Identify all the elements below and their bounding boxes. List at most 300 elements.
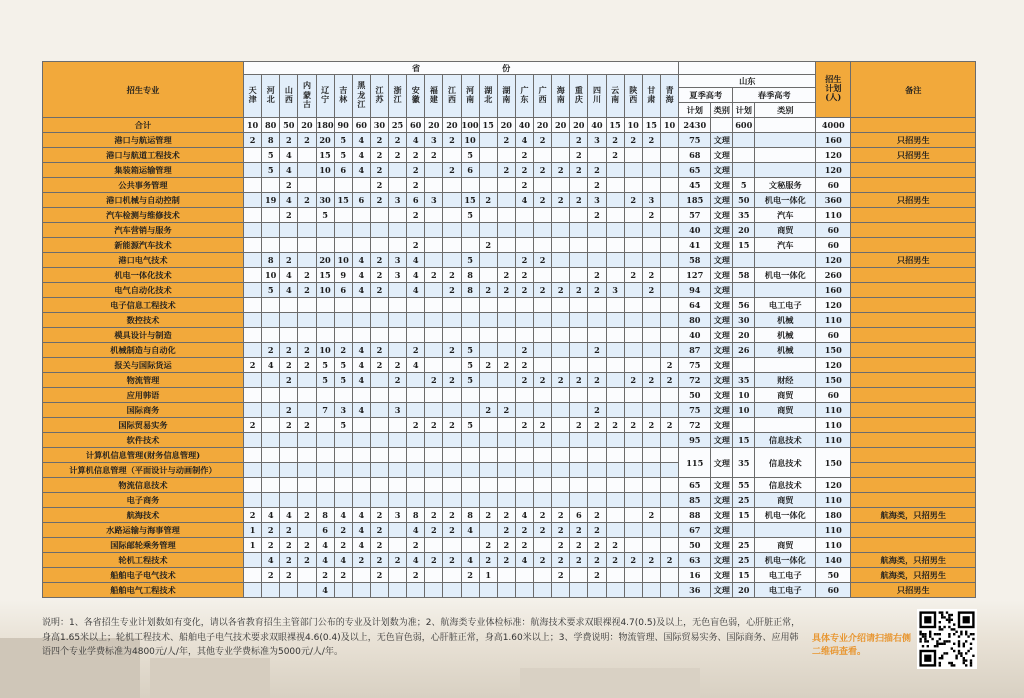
summer-category: 文理 xyxy=(711,253,733,268)
province-count: 2 xyxy=(461,568,479,583)
province-count: 4 xyxy=(280,193,298,208)
province-count: 2 xyxy=(660,553,678,568)
province-count xyxy=(334,478,352,493)
province-count xyxy=(552,388,570,403)
province-count: 2 xyxy=(280,178,298,193)
major-name: 计算机信息管理(财务信息管理) xyxy=(43,448,244,463)
province-count xyxy=(443,313,461,328)
province-count xyxy=(389,298,407,313)
province-count xyxy=(389,523,407,538)
summer-plan: 36 xyxy=(679,583,711,598)
province-count xyxy=(370,418,388,433)
province-count: 4 xyxy=(461,553,479,568)
province-count xyxy=(334,433,352,448)
province-count: 2 xyxy=(588,553,606,568)
province-count xyxy=(624,403,642,418)
province-count xyxy=(479,493,497,508)
province-count xyxy=(461,493,479,508)
province-count xyxy=(606,178,624,193)
province-count xyxy=(370,298,388,313)
province-count: 40 xyxy=(515,118,533,133)
province-count: 3 xyxy=(389,268,407,283)
province-count xyxy=(534,178,552,193)
province-count: 2 xyxy=(370,193,388,208)
major-name: 水路运输与海事管理 xyxy=(43,523,244,538)
province-count xyxy=(552,478,570,493)
province-count xyxy=(479,298,497,313)
summer-plan: 87 xyxy=(679,343,711,358)
province-count xyxy=(244,298,262,313)
province-count xyxy=(370,448,388,463)
province-count: 2 xyxy=(534,373,552,388)
province-count xyxy=(479,178,497,193)
table-row xyxy=(43,253,976,268)
major-name: 船舶电气工程技术 xyxy=(43,583,244,598)
total-plan: 110 xyxy=(816,208,851,223)
province-count xyxy=(298,298,316,313)
province-count xyxy=(497,223,515,238)
province-count: 2 xyxy=(552,373,570,388)
table-row xyxy=(43,208,976,223)
province-count xyxy=(624,163,642,178)
province-count xyxy=(352,328,370,343)
province-count xyxy=(407,583,425,598)
province-count xyxy=(588,238,606,253)
province-count: 8 xyxy=(461,283,479,298)
province-count xyxy=(425,313,443,328)
province-count xyxy=(298,433,316,448)
province-count xyxy=(370,388,388,403)
province-count xyxy=(280,583,298,598)
province-count xyxy=(606,523,624,538)
summer-category: 文理 xyxy=(711,568,733,583)
province-count xyxy=(606,238,624,253)
province-count: 4 xyxy=(352,538,370,553)
table-row xyxy=(43,373,976,388)
province-count: 3 xyxy=(642,193,660,208)
spring-plan-header: 计划 xyxy=(733,103,755,118)
province-count xyxy=(370,463,388,478)
province-count: 2 xyxy=(298,268,316,283)
province-count: 4 xyxy=(262,553,280,568)
summer-plan: 127 xyxy=(679,268,711,283)
province-count xyxy=(660,388,678,403)
major-name: 轮机工程技术 xyxy=(43,553,244,568)
province-count: 2 xyxy=(606,553,624,568)
province-count xyxy=(370,223,388,238)
spring-plan: 10 xyxy=(733,403,755,418)
province-count xyxy=(497,373,515,388)
province-count xyxy=(660,193,678,208)
province-count xyxy=(298,163,316,178)
remark: 航海类，只招男生 xyxy=(851,568,976,583)
total-plan: 110 xyxy=(816,493,851,508)
province-count: 2 xyxy=(552,163,570,178)
summer-category: 文理 xyxy=(711,223,733,238)
province-count: 2 xyxy=(660,358,678,373)
table-row xyxy=(43,283,976,298)
total-plan: 120 xyxy=(816,478,851,493)
province-count xyxy=(497,193,515,208)
summer-category: 文理 xyxy=(711,553,733,568)
province-count: 2 xyxy=(497,508,515,523)
province-count xyxy=(552,268,570,283)
province-count: 2 xyxy=(316,568,334,583)
province-count xyxy=(334,313,352,328)
province-count xyxy=(552,238,570,253)
spring-plan: 58 xyxy=(733,268,755,283)
qr-code-image[interactable] xyxy=(917,609,977,669)
province-count xyxy=(660,508,678,523)
province-count xyxy=(280,478,298,493)
province-count xyxy=(334,208,352,223)
province-count xyxy=(606,193,624,208)
province-count xyxy=(497,148,515,163)
province-count: 5 xyxy=(461,343,479,358)
province-count xyxy=(588,298,606,313)
spring-plan: 25 xyxy=(733,493,755,508)
province-count xyxy=(570,583,588,598)
summer-plan: 88 xyxy=(679,508,711,523)
province-count: 10 xyxy=(461,133,479,148)
summer-category: 文理 xyxy=(711,133,733,148)
table-row-total xyxy=(43,118,976,133)
province-count xyxy=(244,193,262,208)
province-count xyxy=(389,328,407,343)
province-count: 2 xyxy=(606,418,624,433)
province-count: 2 xyxy=(606,148,624,163)
province-count xyxy=(588,358,606,373)
province-count: 9 xyxy=(334,268,352,283)
table-row xyxy=(43,148,976,163)
province-count xyxy=(262,478,280,493)
remark xyxy=(851,493,976,508)
province-count xyxy=(298,313,316,328)
province-count: 15 xyxy=(461,193,479,208)
province-count xyxy=(660,403,678,418)
province-count: 2 xyxy=(298,358,316,373)
province-count xyxy=(443,328,461,343)
province-count xyxy=(515,313,533,328)
total-plan: 60 xyxy=(816,238,851,253)
province-count xyxy=(660,223,678,238)
summer-plan: 65 xyxy=(679,163,711,178)
province-count: 5 xyxy=(334,358,352,373)
province-count: 2 xyxy=(262,538,280,553)
remark-header: 备注 xyxy=(851,62,976,118)
spring-category: 财经 xyxy=(755,373,816,388)
spring-category: 机电一体化 xyxy=(755,193,816,208)
province-count xyxy=(262,298,280,313)
province-count xyxy=(606,223,624,238)
remark: 只招男生 xyxy=(851,253,976,268)
province-count: 5 xyxy=(334,133,352,148)
spring-plan: 25 xyxy=(733,553,755,568)
province-count: 2 xyxy=(660,418,678,433)
province-count xyxy=(588,313,606,328)
province-count xyxy=(588,478,606,493)
province-count xyxy=(642,298,660,313)
total-plan: 120 xyxy=(816,148,851,163)
province-count xyxy=(570,328,588,343)
province-count xyxy=(244,208,262,223)
province-count xyxy=(389,538,407,553)
province-count: 90 xyxy=(334,118,352,133)
province-count: 2 xyxy=(642,418,660,433)
province-count xyxy=(389,178,407,193)
province-count: 5 xyxy=(262,148,280,163)
table-row xyxy=(43,193,976,208)
province-count: 2 xyxy=(642,283,660,298)
province-count xyxy=(352,463,370,478)
province-count: 2 xyxy=(370,538,388,553)
province-count xyxy=(534,223,552,238)
table-row xyxy=(43,433,976,448)
province-count: 2 xyxy=(515,253,533,268)
province-count xyxy=(624,178,642,193)
major-name: 合计 xyxy=(43,118,244,133)
province-count xyxy=(407,478,425,493)
province-header-15: 广 东 xyxy=(515,75,533,118)
province-count xyxy=(425,298,443,313)
province-count xyxy=(570,268,588,283)
province-count: 4 xyxy=(515,553,533,568)
spring-plan xyxy=(733,418,755,433)
province-count xyxy=(624,328,642,343)
province-count: 3 xyxy=(588,133,606,148)
province-count xyxy=(244,388,262,403)
spring-plan: 20 xyxy=(733,223,755,238)
province-count xyxy=(370,403,388,418)
province-count xyxy=(407,448,425,463)
province-count: 2 xyxy=(298,283,316,298)
province-count: 4 xyxy=(352,508,370,523)
province-count xyxy=(334,493,352,508)
summer-category: 文理 xyxy=(711,178,733,193)
province-count: 6 xyxy=(334,163,352,178)
province-count xyxy=(443,583,461,598)
province-count xyxy=(461,403,479,418)
province-count xyxy=(352,388,370,403)
province-count xyxy=(389,568,407,583)
total-plan: 120 xyxy=(816,358,851,373)
province-count: 2 xyxy=(425,508,443,523)
province-count xyxy=(552,583,570,598)
province-count xyxy=(515,403,533,418)
province-count: 2 xyxy=(389,358,407,373)
province-count: 4 xyxy=(407,253,425,268)
summer-category: 文理 xyxy=(711,358,733,373)
province-count: 8 xyxy=(262,133,280,148)
province-count: 60 xyxy=(352,118,370,133)
province-count xyxy=(642,463,660,478)
province-count: 2 xyxy=(370,253,388,268)
province-count xyxy=(461,178,479,193)
province-count: 2 xyxy=(624,268,642,283)
province-count xyxy=(624,148,642,163)
total-plan: 120 xyxy=(816,298,851,313)
province-count: 10 xyxy=(660,118,678,133)
province-count xyxy=(389,208,407,223)
province-count xyxy=(352,478,370,493)
remark xyxy=(851,328,976,343)
table-row xyxy=(43,223,976,238)
province-count: 2 xyxy=(389,553,407,568)
province-count: 4 xyxy=(262,358,280,373)
province-count xyxy=(262,493,280,508)
province-count: 20 xyxy=(316,133,334,148)
province-count: 2 xyxy=(479,538,497,553)
province-count xyxy=(389,583,407,598)
province-count xyxy=(552,463,570,478)
total-plan: 110 xyxy=(816,433,851,448)
province-count: 20 xyxy=(552,118,570,133)
province-count: 2 xyxy=(497,268,515,283)
province-count: 2 xyxy=(552,553,570,568)
table-row xyxy=(43,133,976,148)
province-header-4: 辽 宁 xyxy=(316,75,334,118)
total-plan: 140 xyxy=(816,553,851,568)
province-count xyxy=(389,478,407,493)
province-count xyxy=(642,538,660,553)
province-count xyxy=(660,268,678,283)
province-count: 2 xyxy=(642,268,660,283)
province-count xyxy=(244,223,262,238)
province-count xyxy=(660,538,678,553)
province-count xyxy=(570,238,588,253)
province-count: 2 xyxy=(280,133,298,148)
province-count xyxy=(497,583,515,598)
spring-plan: 35 xyxy=(733,448,755,478)
summer-category: 文理 xyxy=(711,388,733,403)
major-name: 机械制造与自动化 xyxy=(43,343,244,358)
spring-plan: 15 xyxy=(733,433,755,448)
province-count xyxy=(588,583,606,598)
province-header-16: 广 西 xyxy=(534,75,552,118)
province-count xyxy=(425,403,443,418)
province-count xyxy=(642,313,660,328)
total-plan: 110 xyxy=(816,403,851,418)
province-count xyxy=(552,298,570,313)
province-count: 4 xyxy=(352,373,370,388)
province-count: 2 xyxy=(515,358,533,373)
province-count: 8 xyxy=(407,508,425,523)
province-count: 4 xyxy=(352,148,370,163)
qr-code-caption: 具体专业介绍请扫描右侧二维码查看。 xyxy=(812,634,912,657)
province-count: 2 xyxy=(515,523,533,538)
province-count: 8 xyxy=(262,253,280,268)
summer-plan: 64 xyxy=(679,298,711,313)
province-count xyxy=(298,178,316,193)
province-count xyxy=(389,388,407,403)
province-count xyxy=(316,493,334,508)
province-count: 2 xyxy=(407,568,425,583)
province-count: 2 xyxy=(407,238,425,253)
province-count xyxy=(660,148,678,163)
spring-category: 电工电子 xyxy=(755,298,816,313)
province-count xyxy=(497,448,515,463)
province-header: 省 份 xyxy=(244,62,679,75)
province-count xyxy=(407,313,425,328)
province-count: 2 xyxy=(280,538,298,553)
total-plan: 50 xyxy=(816,568,851,583)
summer-category: 文理 xyxy=(711,508,733,523)
province-count xyxy=(606,268,624,283)
summer-category: 文理 xyxy=(711,238,733,253)
province-count xyxy=(389,313,407,328)
major-name: 公共事务管理 xyxy=(43,178,244,193)
summer-category: 文理 xyxy=(711,343,733,358)
province-count: 4 xyxy=(334,508,352,523)
summer-plan: 75 xyxy=(679,133,711,148)
province-count xyxy=(606,403,624,418)
province-count xyxy=(624,478,642,493)
spring-plan: 35 xyxy=(733,208,755,223)
province-count xyxy=(352,298,370,313)
province-count: 2 xyxy=(407,178,425,193)
province-count xyxy=(624,583,642,598)
major-name: 国际贸易实务 xyxy=(43,418,244,433)
province-count xyxy=(443,538,461,553)
province-header-2: 山 西 xyxy=(280,75,298,118)
spring-category: 信息技术 xyxy=(755,478,816,493)
province-count: 2 xyxy=(370,568,388,583)
spring-category: 商贸 xyxy=(755,538,816,553)
province-count: 20 xyxy=(570,118,588,133)
province-count xyxy=(461,313,479,328)
summer-plan: 72 xyxy=(679,373,711,388)
province-count: 2 xyxy=(443,508,461,523)
province-count: 2 xyxy=(425,268,443,283)
major-name: 软件技术 xyxy=(43,433,244,448)
province-header-12: 河 南 xyxy=(461,75,479,118)
major-name: 报关与国际货运 xyxy=(43,358,244,373)
province-count xyxy=(352,223,370,238)
province-count: 2 xyxy=(443,133,461,148)
province-count xyxy=(534,403,552,418)
remark xyxy=(851,418,976,433)
province-count: 2 xyxy=(497,553,515,568)
province-header-11: 江 西 xyxy=(443,75,461,118)
province-count: 2 xyxy=(534,508,552,523)
major-name: 国际邮轮乘务管理 xyxy=(43,538,244,553)
province-count: 2 xyxy=(624,373,642,388)
province-count xyxy=(370,208,388,223)
province-count xyxy=(298,373,316,388)
province-count xyxy=(624,298,642,313)
province-count xyxy=(244,463,262,478)
province-count: 5 xyxy=(316,208,334,223)
province-count xyxy=(262,433,280,448)
spring-category: 商贸 xyxy=(755,223,816,238)
province-count xyxy=(497,253,515,268)
province-count xyxy=(244,148,262,163)
major-name: 港口机械与自动控制 xyxy=(43,193,244,208)
province-count xyxy=(334,298,352,313)
province-count xyxy=(570,463,588,478)
summer-category: 文理 xyxy=(711,583,733,598)
province-count xyxy=(497,433,515,448)
province-count xyxy=(443,208,461,223)
table-row xyxy=(43,583,976,598)
province-count xyxy=(515,478,533,493)
province-count: 2 xyxy=(588,418,606,433)
major-name: 数控技术 xyxy=(43,313,244,328)
province-count: 2 xyxy=(262,568,280,583)
province-count xyxy=(461,298,479,313)
summer-plan: 40 xyxy=(679,223,711,238)
province-count xyxy=(461,448,479,463)
